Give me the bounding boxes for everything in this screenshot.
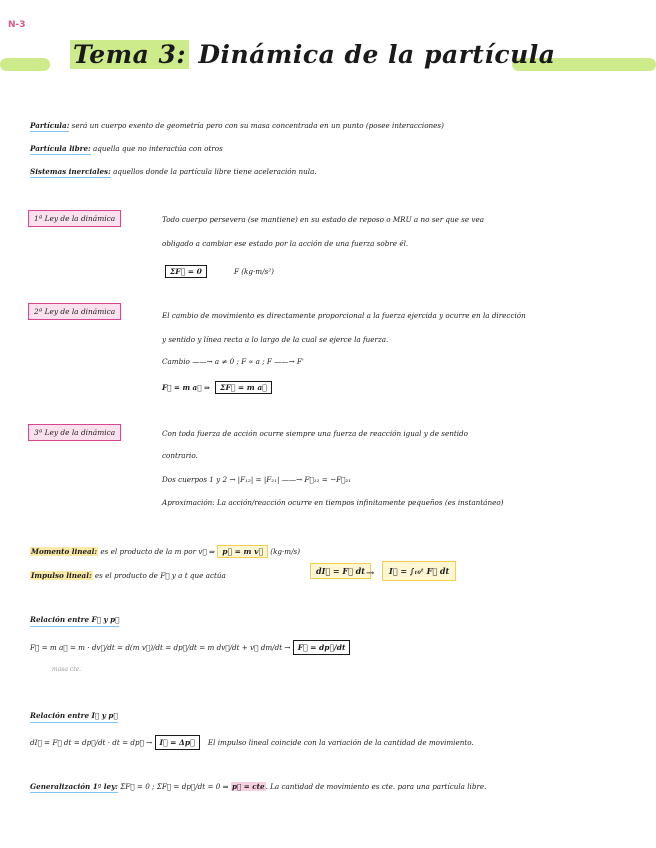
law-1-label: 1ª Ley de la dinámica — [28, 210, 121, 227]
law-1-line-2: obligado a cambiar ese estado por la acción de una fuerza sobre él. — [162, 239, 409, 248]
definition-text: aquella que no interactúa con otros — [93, 144, 223, 153]
impulse-box-2: I⃗ = ∫ₜ₀ᵗ F⃗ dt — [382, 561, 456, 581]
law-3-line-2: contrario. — [162, 451, 198, 460]
relation-2-equation: dI⃗ = F⃗ dt = dp⃗/dt · dt = dp⃗ → — [30, 738, 153, 747]
relation-2-row — [30, 735, 474, 750]
law-2-line-2: y sentido y línea recta a lo largo de la cual se ejerce la fuerza. — [162, 335, 389, 344]
page-number: N-3 — [8, 20, 26, 30]
definition-free-particle — [30, 143, 223, 154]
law-2-line-1: El cambio de movimiento es directamente proporcional a la fuerza ejercida y ocurre en la dirección — [162, 311, 526, 320]
law-3-line-1: Con toda fuerza de acción ocurre siempre una fuerza de reacción igual y de sentido — [162, 429, 468, 438]
impulse-arrow: → — [366, 568, 375, 579]
page-title — [70, 40, 555, 69]
law-1-unit: F (kg·m/s²) — [233, 267, 274, 276]
law-1-line-1: Todo cuerpo persevera (se mantiene) en su estado de reposo o MRU a no ser que se vea — [162, 215, 485, 224]
law-2-label: 2ª Ley de la dinámica — [28, 303, 121, 320]
title-prefix: Tema 3: — [70, 40, 189, 69]
relation-2-heading: Relación entre I⃗ y p⃗ — [30, 710, 118, 723]
definition-term: Sistemas inerciales: — [30, 167, 111, 176]
law-2-equation: ΣF⃗ = m a⃗ — [215, 381, 272, 394]
generalization-row — [30, 781, 486, 792]
definition-term: Partícula libre: — [30, 144, 91, 153]
impulse-text: es el producto de F⃗ y a t que actúa — [94, 571, 226, 580]
law-2-extra-2: F⃗ = m a⃗ ⇒ — [162, 383, 211, 392]
relation-1-row — [30, 640, 350, 655]
relation-1-box: F⃗ = dp⃗/dt — [293, 640, 351, 655]
generalization-term: Generalización 1ª ley: — [30, 782, 118, 791]
momentum-box: p⃗ = m v⃗ — [217, 545, 268, 558]
definition-text: aquellos donde la partícula libre tiene aceleración nula. — [113, 167, 317, 176]
definition-term: Partícula: — [30, 121, 70, 130]
law-2-equation-row — [162, 375, 272, 394]
impulse-row — [30, 570, 226, 581]
impulse-box-1: dI⃗ = F⃗ dt — [310, 563, 371, 579]
law-1-equation-row — [165, 259, 274, 278]
title-text: Dinámica de la partícula — [198, 40, 556, 69]
momentum-row — [30, 546, 300, 557]
impulse-term: Impulso lineal: — [31, 571, 92, 580]
relation-2-box: I⃗ = Δp⃗ — [155, 735, 200, 750]
law-2-extra-1: Cambio ——→ a ≠ 0 ; F ∝ a ; F ——→ F' — [162, 357, 304, 366]
relation-1-note: masa cte. — [52, 666, 82, 673]
law-3-extra-1: Dos cuerpos 1 y 2 → |F₁₂| = |F₂₁| ——→ F⃗₁₂ = −F⃗₂₁ — [162, 475, 352, 484]
generalization-equation: ΣF⃗ = 0 ; ΣF⃗ = dp⃗/dt = 0 ⇒ — [120, 782, 229, 791]
generalization-text: . La cantidad de movimiento es cte. para una partícula libre. — [265, 782, 487, 791]
law-3-extra-2: Aproximación: La acción/reacción ocurre en tiempos infinitamente pequeños (es instantáneo) — [162, 498, 504, 507]
law-3-label: 3ª Ley de la dinámica — [28, 424, 121, 441]
momentum-term: Momento lineal: — [31, 547, 98, 556]
relation-2-text: El impulso lineal coincide con la variación de la cantidad de movimiento. — [207, 738, 474, 747]
definition-inertial-systems — [30, 166, 317, 177]
momentum-unit: (kg·m/s) — [270, 547, 301, 556]
definition-particle — [30, 120, 444, 131]
relation-1-heading: Relación entre F⃗ y p⃗ — [30, 614, 119, 627]
definition-text: será un cuerpo exento de geometría pero con su masa concentrada en un punto (posee interacciones) — [71, 121, 444, 130]
momentum-text: es el producto de la m por v⃗ ⇒ — [100, 547, 215, 556]
title-bar-left — [0, 58, 50, 71]
law-1-equation: ΣF⃗ = 0 — [165, 265, 207, 278]
relation-1-equation: F⃗ = m a⃗ = m · dv⃗/dt = d(m v⃗)/dt = dp⃗/dt = m dv⃗/dt + v⃗ dm/dt → — [30, 643, 291, 652]
generalization-highlight: p⃗ = cte — [231, 782, 265, 791]
